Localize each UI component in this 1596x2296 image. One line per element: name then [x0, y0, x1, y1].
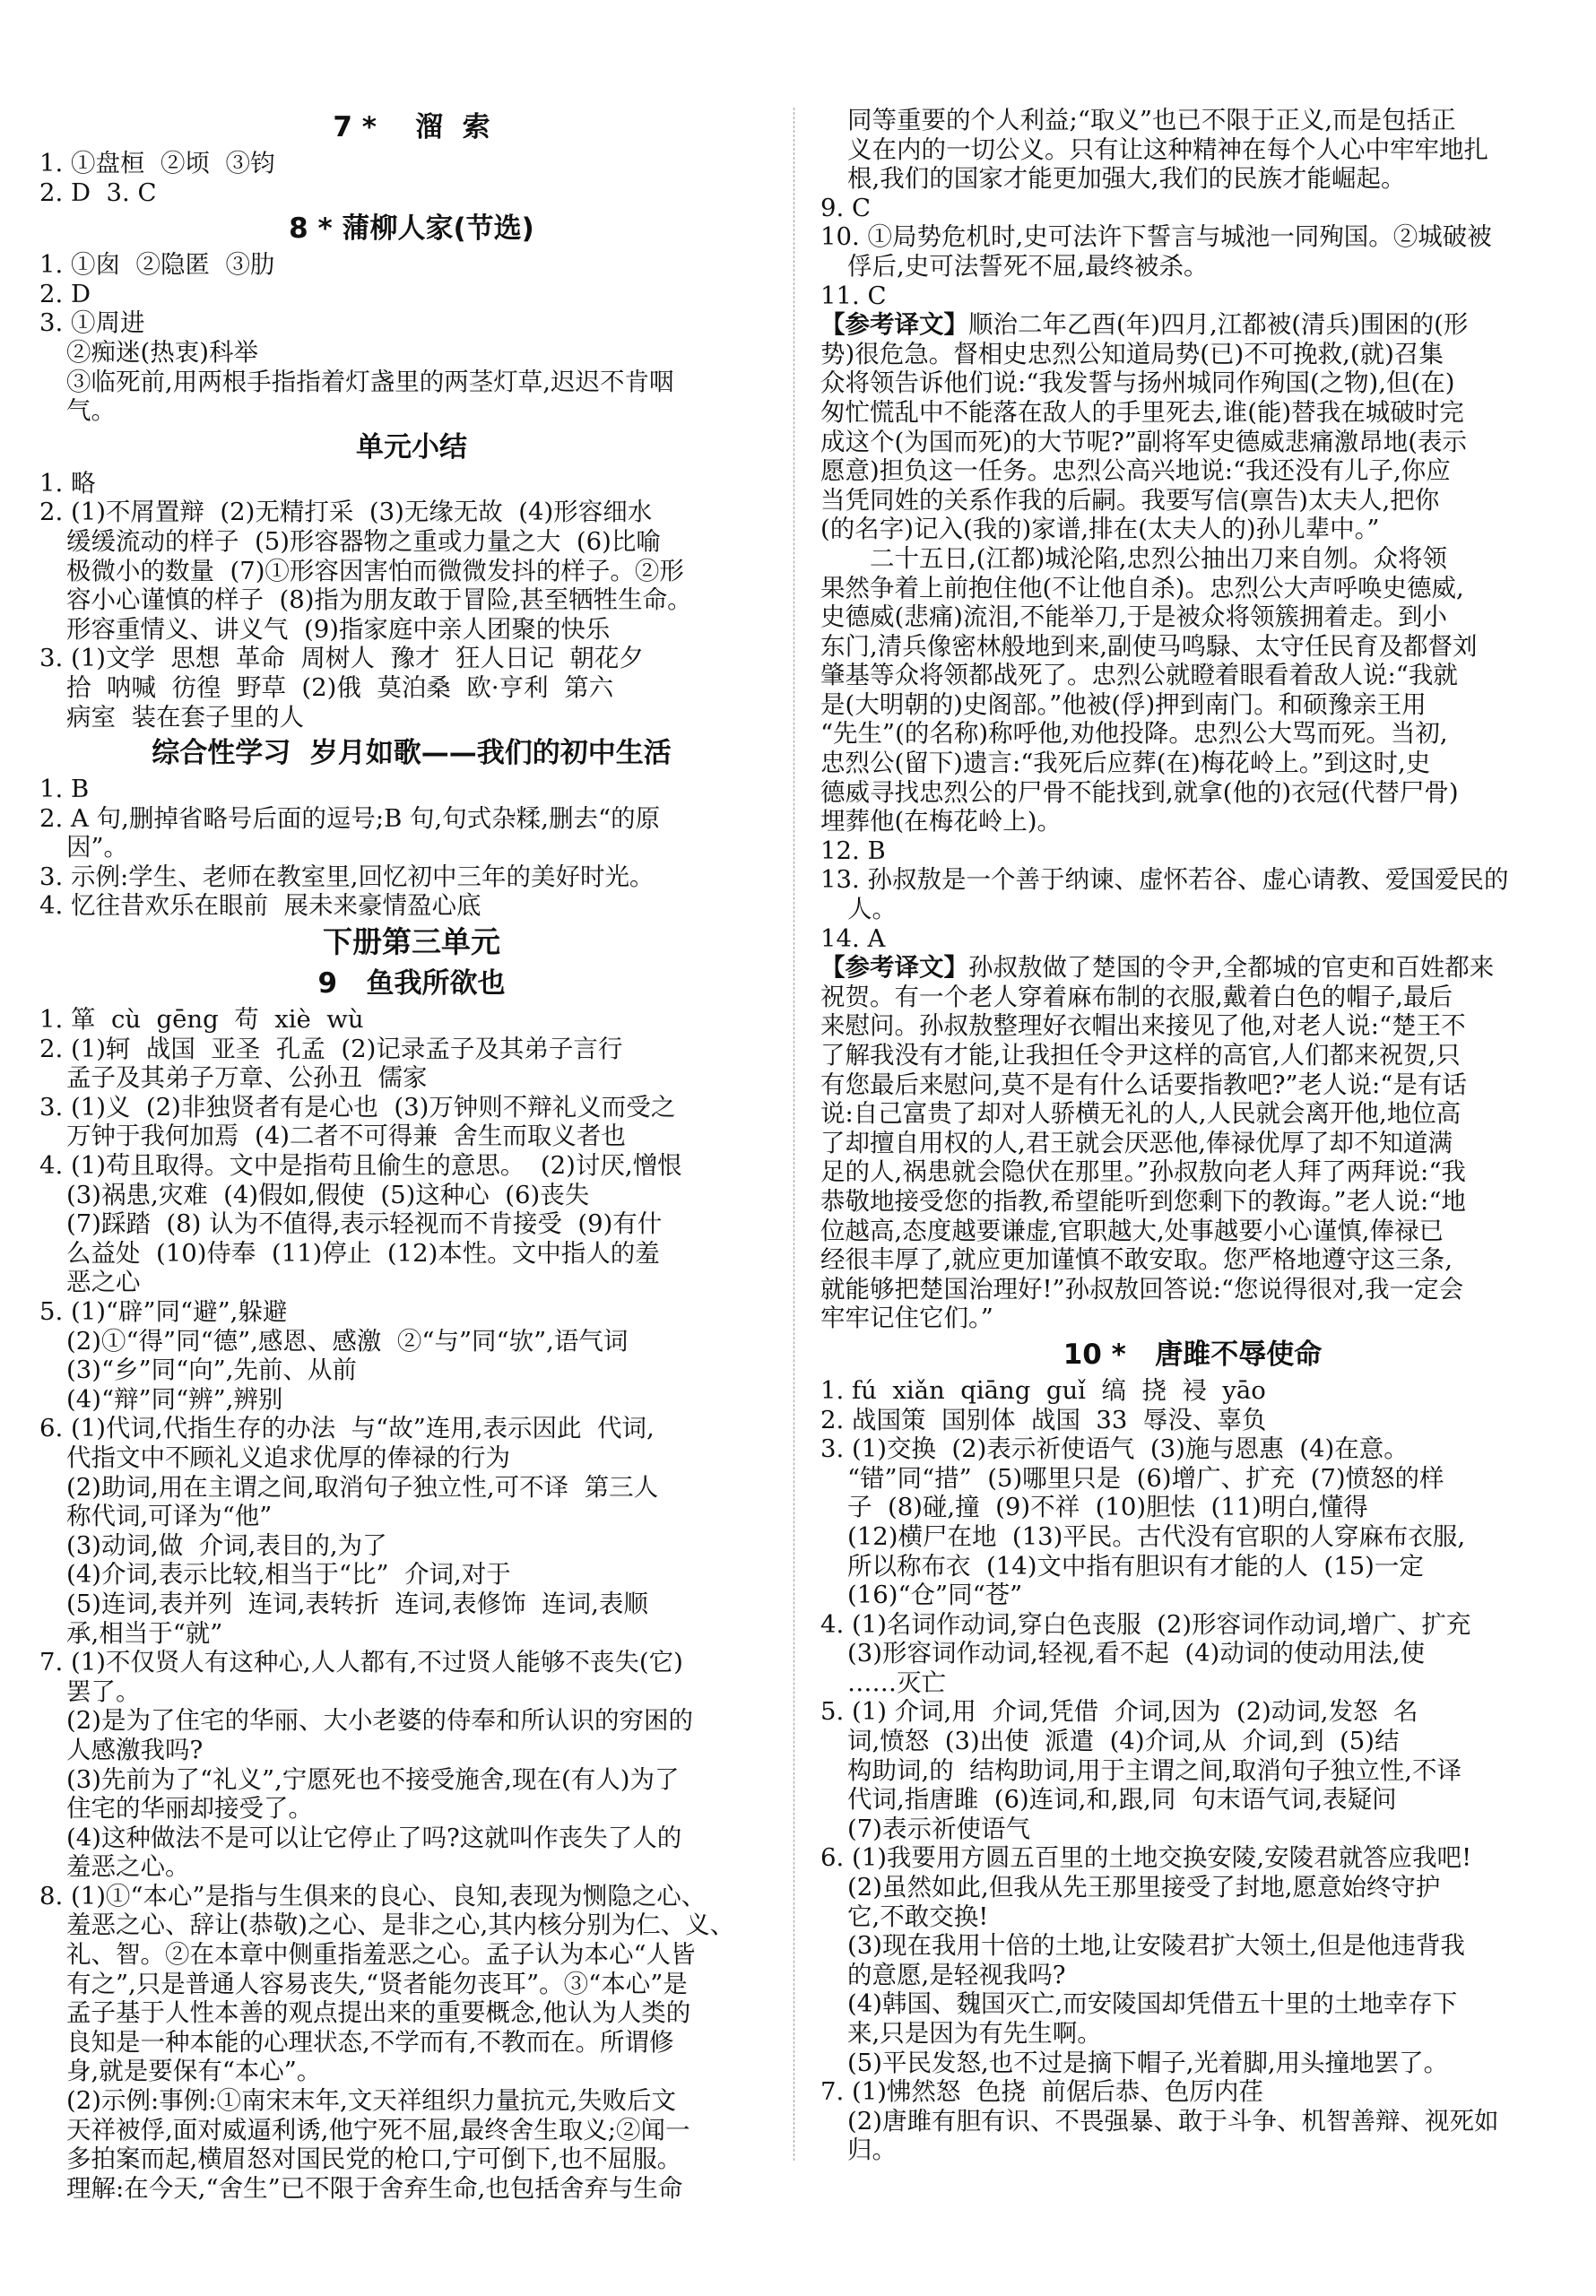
answer-line: 4. (1)名词作动词,穿白色丧服 (2)形容词作动词,增广、扩充	[820, 1609, 1471, 1639]
answer-line: (7)踩踏 (8) 认为不值得,表示轻视而不肯接受 (9)有什	[66, 1209, 663, 1239]
answer-line: (4)介词,表示比较,相当于“比” 介词,对于	[66, 1560, 511, 1590]
answer-line: 良知是一种本能的心理状态,不学而有,不教而在。所谓修	[66, 2027, 674, 2057]
answer-line: 6. (1)代词,代指生存的办法 与“故”连用,表示因此 代词,	[39, 1414, 655, 1443]
answer-line: 子 (8)碰,撞 (9)不祥 (10)胆怯 (11)明白,懂得	[847, 1493, 1368, 1522]
answer-line: 6. (1)我要用方圆五百里的土地交换安陵,安陵君就答应我吧!	[820, 1843, 1472, 1873]
answer-line: 代词,指唐雎 (6)连词,和,跟,同 句末语气词,表疑问	[847, 1785, 1397, 1815]
answer-line: (2)唐雎有胆有识、不畏强暴、敢于斗争、机智善辩、视死如	[847, 2106, 1499, 2136]
answer-line: 因”。	[66, 833, 129, 862]
section-heading: 下册第三单元	[323, 924, 500, 960]
answer-line: (4)“辩”同“辨”,辨别	[66, 1384, 283, 1414]
answer-line: 1. 略	[39, 468, 96, 498]
answer-line: 住宅的华丽却接受了。	[66, 1794, 313, 1824]
answer-line: 祝贺。有一个老人穿着麻布制的衣服,戴着白色的帽子,最后	[820, 982, 1453, 1011]
answer-line: 5. (1) 介词,用 介词,凭借 介词,因为 (2)动词,发怒 名	[820, 1697, 1418, 1727]
answer-line: 身,就是要保有“本心”。	[66, 2057, 322, 2086]
answer-line: 13. 孙叔敖是一个善于纳谏、虚怀若谷、虚心请教、爱国爱民的	[820, 865, 1509, 895]
answer-line: 极微小的数量 (7)①形容因害怕而微微发抖的样子。②形	[66, 556, 684, 585]
answer-line: “先生”(的名称)称呼他,劝他投降。忠烈公大骂而死。当初,	[820, 719, 1448, 749]
answer-line: 羞恶之心。	[66, 1852, 190, 1882]
answer-line: (12)横尸在地 (13)平民。古代没有官职的人穿麻布衣服,	[847, 1521, 1466, 1551]
answer-line: 12. B	[820, 836, 886, 865]
answer-line: 足的人,祸患就会隐伏在那里。”孙叔敖向老人拜了两拜说:“我	[820, 1157, 1466, 1187]
answer-line: 1. ①盘桓 ②顷 ③钧	[39, 149, 275, 178]
answer-line: 2. (1)不屑置辩 (2)无精打采 (3)无缘无故 (4)形容细水	[39, 498, 653, 527]
left-column	[39, 106, 784, 2203]
answer-line: 8. (1)①“本心”是指与生俱来的良心、良知,表现为恻隐之心、	[39, 1881, 707, 1910]
answer-line: 3. (1)文学 思想 革命 周树人 豫才 狂人日记 朝花夕	[39, 644, 644, 673]
answer-line: 7. (1)不仅贤人有这种心,人人都有,不过贤人能够不丧失(它)	[39, 1648, 683, 1677]
answer-line: 多拍案而起,横眉怒对国民党的枪口,宁可倒下,也不屈服。	[66, 2144, 682, 2174]
answer-line: (3)“乡”同“向”,先前、从前	[66, 1356, 357, 1385]
answer-line: 位越高,态度越要谦虚,官职越大,处事越要小心谨慎,俸禄已	[820, 1216, 1444, 1245]
answer-line: 所以称布衣 (14)文中指有胆识有才能的人 (15)一定	[847, 1551, 1424, 1581]
answer-line: 拾 呐喊 彷徨 野草 (2)俄 莫泊桑 欧·亨利 第六	[66, 672, 614, 702]
answer-text: 顺治二年乙酉(年)四月,江都被(清兵)围困的(形	[968, 310, 1469, 340]
answer-line: 11. C	[820, 281, 887, 310]
answer-line: 理解:在今天,“舍生”已不限于舍弃生命,也包括舍弃与生命	[66, 2173, 683, 2203]
answer-line: 来,只是因为有先生啊。	[847, 2019, 1102, 2048]
answer-line: 了解我没有才能,让我担任令尹这样的高官,人们都来祝贺,只	[820, 1041, 1461, 1070]
answer-line: (2)是为了住宅的华丽、大小老婆的侍奉和所认识的穷困的	[66, 1706, 693, 1736]
answer-line: 归。	[847, 2136, 897, 2165]
answer-line: 3. ①周进	[39, 308, 145, 338]
answer-line: 说:自己富贵了却对人骄横无礼的人,人民就会离开他,地位高	[820, 1099, 1462, 1129]
answer-line: 形容重情义、讲义气 (9)指家庭中亲人团聚的快乐	[66, 614, 611, 644]
answer-line: 愿意)担负这一任务。忠烈公高兴地说:“我还没有儿子,你应	[820, 456, 1451, 486]
answer-line: 肇基等众将领都战死了。忠烈公就瞪着眼看着敌人说:“我就	[820, 661, 1458, 690]
answer-line: 了却擅自用权的人,君王就会厌恶他,俸禄优厚了却不知道满	[820, 1128, 1453, 1157]
answer-line: 1. 箪 cù gēng 苟 xiè wù	[39, 1005, 364, 1035]
answer-line: 是(大明朝的)史阁部。”他被(俘)押到南门。和硕豫亲王用	[820, 689, 1427, 719]
answer-line: 忠烈公(留下)遗言:“我死后应葬(在)梅花岭上。”到这时,史	[820, 749, 1431, 778]
answer-line: (3)动词,做 介词,表目的,为了	[66, 1530, 387, 1560]
answer-line: 根,我们的国家才能更加强大,我们的民族才能崛起。	[847, 164, 1406, 194]
translation-tag: 【参考译文】	[820, 953, 968, 983]
translation-paragraph-start	[820, 953, 1565, 983]
answer-line: 2. A 句,删掉省略号后面的逗号;B 句,句式杂糅,删去“的原	[39, 803, 661, 833]
answer-line: 二十五日,(江都)城沦陷,忠烈公抽出刀来自刎。众将领	[870, 543, 1447, 573]
answer-line: 德威寻找忠烈公的尸骨不能找到,就拿(他的)衣冠(代替尸骨)	[820, 777, 1459, 807]
answer-line: 东门,清兵像密林般地到来,副使马鸣騄、太守任民育及都督刘	[820, 631, 1478, 661]
answer-line: ……灭亡	[847, 1668, 946, 1697]
answer-line: 埋葬他(在梅花岭上)。	[820, 807, 1062, 836]
answer-line: 14. A	[820, 923, 886, 953]
answer-line: 恶之心	[66, 1268, 141, 1297]
answer-line: 缓缓流动的样子 (5)形容器物之重或力量之大 (6)比喻	[66, 526, 661, 556]
answer-line: (3)先前为了“礼义”,宁愿死也不接受施舍,现在(有人)为了	[66, 1764, 680, 1794]
answer-line: 有之”,只是普通人容易丧失,“贤者能勿丧耳”。③“本心”是	[66, 1969, 688, 1998]
answer-line: 病室 装在套子里的人	[66, 702, 304, 732]
answer-line: 1. fú xiǎn qiāng guǐ 缟 挠 祲 yāo	[820, 1375, 1266, 1405]
answer-line: 成这个(为国而死)的大节呢?”副将军史德威悲痛激昂地(表示	[820, 427, 1467, 456]
answer-line: 2. D 3. C	[39, 178, 157, 207]
answer-line: 1. B	[39, 775, 90, 804]
answer-line: 羞恶之心、辞让(恭敬)之心、是非之心,其内核分别为仁、义、	[66, 1910, 735, 1940]
answer-line: 7. (1)怫然怒 色挠 前倨后恭、色厉内荏	[820, 2077, 1263, 2107]
answer-line: ③临死前,用两根手指指着灯盏里的两茎灯草,迟迟不肯咽	[66, 367, 674, 396]
answer-line: (3)祸患,灾难 (4)假如,假使 (5)这种心 (6)丧失	[66, 1180, 590, 1209]
answer-line: 匆忙慌乱中不能落在敌人的手里死去,谁(能)替我在城破时完	[820, 397, 1464, 427]
answer-line: (3)形容词作动词,轻视,看不起 (4)动词的使动用法,使	[847, 1639, 1426, 1668]
answer-line: 史德威(悲痛)流泪,不能举刀,于是被众将领簇拥着走。到小	[820, 602, 1447, 632]
answer-line: ②痴迷(热衷)科举	[66, 337, 258, 367]
answer-line: (3)现在我用十倍的土地,让安陵君扩大领土,但是他违背我	[847, 1931, 1465, 1961]
answer-line: (5)平民发怒,也不过是摘下帽子,光着脚,用头撞地罢了。	[847, 2048, 1449, 2077]
section-heading: 单元小结	[356, 430, 467, 464]
answer-line: 人。	[847, 895, 897, 924]
answer-line: 就能够把楚国治理好!”孙叔敖回答说:“您说得很对,我一定会	[820, 1274, 1464, 1304]
section-heading: 10 * 唐雎不辱使命	[1063, 1338, 1323, 1371]
answer-line: 9. C	[820, 193, 872, 222]
answer-line: (的名字)记入(我的)家谱,排在(太夫人的)孙儿辈中。”	[820, 515, 1380, 544]
right-column	[820, 106, 1565, 2165]
answer-line: 经很丰厚了,就应更加谨慎不敢安取。您严格地遵守这三条,	[820, 1245, 1453, 1275]
answer-line: 构助词,的 结构助词,用于主谓之间,取消句子独立性,不译	[847, 1755, 1462, 1785]
answer-line: 罢了。	[66, 1677, 141, 1706]
answer-line: 俘后,史可法誓死不屈,最终被杀。	[847, 251, 1209, 281]
answer-line: 天祥被俘,面对威逼利诱,他宁死不屈,最终舍生取义;②闻一	[66, 2115, 690, 2144]
answer-line: 承,相当于“就”	[66, 1618, 223, 1648]
section-heading: 8 * 蒲柳人家(节选)	[289, 212, 534, 246]
answer-line: (2)①“得”同“德”,感恩、感激 ②“与”同“欤”,语气词	[66, 1326, 629, 1356]
answer-line: 有您最后来慰问,莫不是有什么话要指教吧?”老人说:“是有话	[820, 1070, 1467, 1099]
answer-line: 孟子及其弟子万章、公孙丑 儒家	[66, 1063, 428, 1093]
answer-line: 它,不敢交换!	[847, 1902, 989, 1931]
answer-line: 4. 忆往昔欢乐在眼前 展未来豪情盈心底	[39, 891, 481, 921]
answer-line: 万钟于我何加焉 (4)二者不可得兼 舍生而取义者也	[66, 1122, 626, 1151]
answer-line: (2)虽然如此,但我从先王那里接受了封地,愿意始终守护	[847, 1873, 1441, 1902]
answer-line: 5. (1)“辟”同“避”,躲避	[39, 1297, 288, 1326]
answer-line: 礼、智。②在本章中侧重指羞恶之心。孟子认为本心“人皆	[66, 1940, 696, 1970]
answer-line: 同等重要的个人利益;“取义”也已不限于正义,而是包括正	[847, 106, 1456, 134]
answer-line: (2)助词,用在主谓之间,取消句子独立性,可不译 第三人	[66, 1472, 659, 1502]
answer-line: 称代词,可译为“他”	[66, 1502, 273, 1531]
answer-line: 孟子基于人性本善的观点提出来的重要概念,他认为人类的	[66, 1998, 691, 2028]
answer-line: 势)很危急。督相史忠烈公知道局势(已)不可挽救,(就)召集	[820, 339, 1444, 368]
answer-line: 当凭同姓的关系作我的后嗣。我要写信(禀告)太夫人,把你	[820, 485, 1440, 515]
answer-line: 4. (1)苟且取得。文中是指苟且偷生的意思。 (2)讨厌,憎恨	[39, 1151, 682, 1181]
answer-line: 1. ①囱 ②隐匿 ③肋	[39, 250, 275, 280]
section-heading: 9 鱼我所欲也	[317, 967, 506, 1001]
section-heading: 7 * 溜 索	[333, 111, 490, 143]
answer-line: (7)表示祈使语气	[847, 1814, 1030, 1843]
answer-line: (16)“仓”同“苍”	[847, 1581, 1023, 1610]
answer-line: 3. 示例:学生、老师在教室里,回忆初中三年的美好时光。	[39, 862, 655, 891]
answer-line: 义在内的一切公义。只有让这种精神在每个人心中牢牢地扎	[847, 134, 1488, 164]
answer-line: 代指文中不顾礼义追求优厚的俸禄的行为	[66, 1443, 510, 1472]
answer-line: 么益处 (10)侍奉 (11)停止 (12)本性。文中指人的羞	[66, 1238, 660, 1268]
answer-line: 恭敬地接受您的指教,希望能听到您剩下的教诲。”老人说:“地	[820, 1186, 1466, 1216]
answer-line: 2. (1)轲 战国 亚圣 孔孟 (2)记录孟子及其弟子言行	[39, 1034, 623, 1063]
answer-line: 2. D	[39, 279, 91, 308]
answer-line: “错”同“措” (5)哪里只是 (6)增广、扩充 (7)愤怒的样	[847, 1463, 1444, 1493]
answer-line: 3. (1)交换 (2)表示祈使语气 (3)施与恩惠 (4)在意。	[820, 1434, 1409, 1464]
answer-line: 3. (1)义 (2)非独贤者有是心也 (3)万钟则不辩礼义而受之	[39, 1092, 676, 1122]
answer-line: (5)连词,表并列 连词,表转折 连词,表修饰 连词,表顺	[66, 1589, 648, 1618]
answer-line: 牢牢记住它们。”	[820, 1304, 993, 1333]
answer-line: 10. ①局势危机时,史可法许下誓言与城池一同殉国。②城破被	[820, 222, 1492, 252]
answer-line: 2. 战国策 国别体 战国 33 辱没、辜负	[820, 1405, 1267, 1434]
answer-line: 的意愿,是轻视我吗?	[847, 1960, 1066, 1989]
section-heading: 综合性学习 岁月如歌——我们的初中生活	[152, 737, 672, 770]
answer-line: 来慰问。孙叔敖整理好衣帽出来接见了他,对老人说:“楚王不	[820, 1011, 1466, 1041]
answer-line: (2)示例:事例:①南宋末年,文天祥组织力量抗元,失败后文	[66, 2086, 676, 2116]
translation-paragraph-start	[820, 310, 1565, 340]
answer-line: (4)韩国、魏国灭亡,而安陵国却凭借五十里的土地幸存下	[847, 1989, 1458, 2019]
answer-line: (4)这种做法不是可以让它停止了吗?这就叫作丧失了人的	[66, 1823, 682, 1852]
answer-text: 孙叔敖做了楚国的令尹,全都城的官吏和百姓都来	[968, 953, 1495, 983]
answer-line: 词,愤怒 (3)出使 派遣 (4)介词,从 介词,到 (5)结	[847, 1727, 1400, 1756]
answer-line: 人感激我吗?	[66, 1735, 204, 1764]
translation-tag: 【参考译文】	[820, 310, 968, 340]
answer-line: 气。	[66, 396, 116, 426]
answer-line: 众将领告诉他们说:“我发誓与扬州城同作殉国(之物),但(在)	[820, 368, 1455, 398]
answer-line: 果然争着上前抱住他(不让他自杀)。忠烈公大声呼唤史德威,	[820, 573, 1464, 602]
answer-line: 容小心谨慎的样子 (8)指为朋友敢于冒险,甚至牺牲生命。	[66, 585, 692, 615]
